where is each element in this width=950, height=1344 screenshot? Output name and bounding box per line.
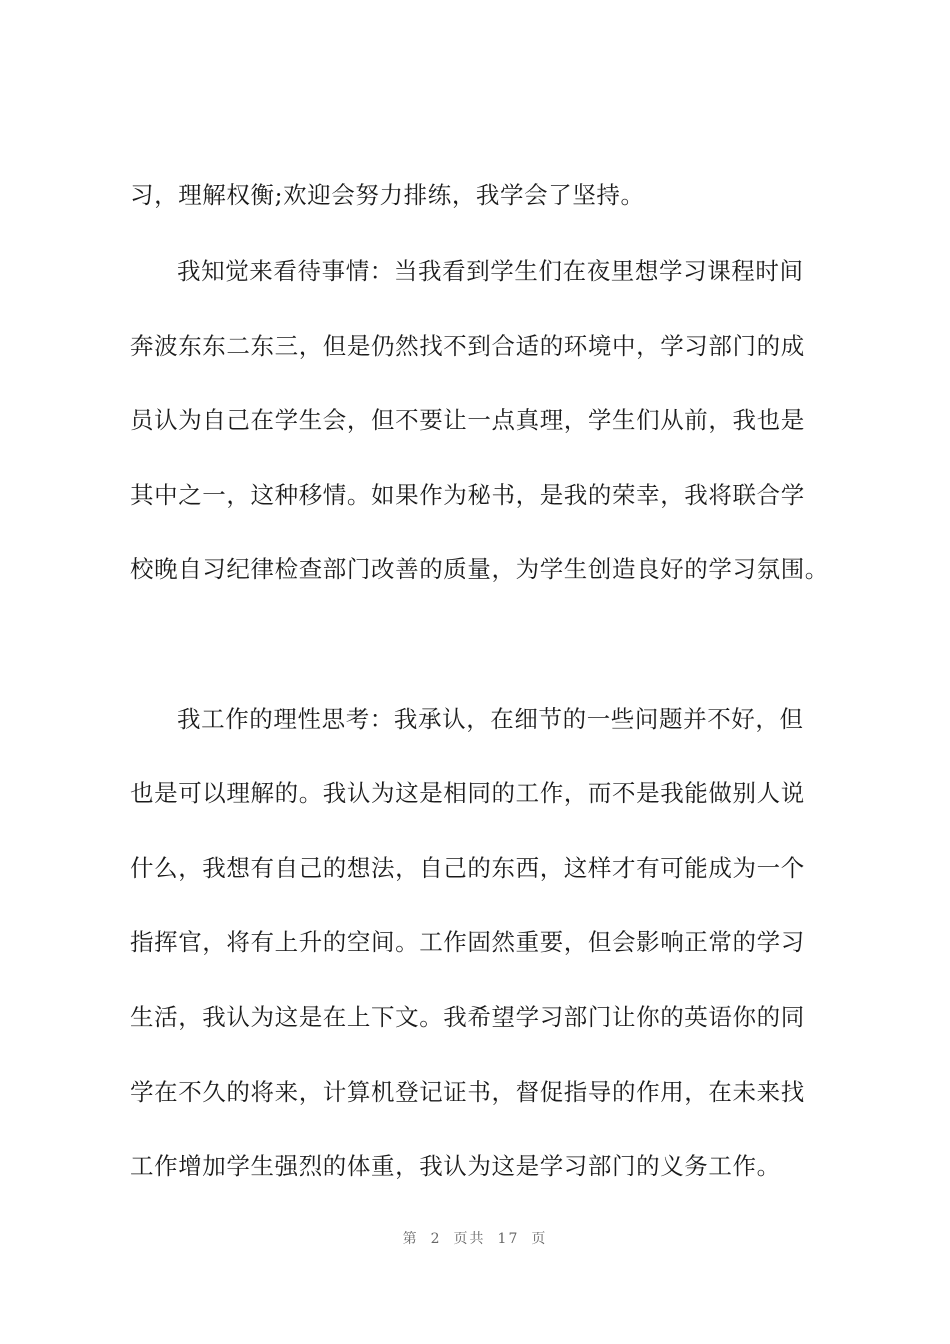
paragraph-3-line-4: 指挥官，将有上升的空间。工作固然重要，但会影响正常的学习 [130, 928, 805, 956]
paragraph-3-line-1: 我工作的理性思考：我承认，在细节的一些问题并不好，但 [177, 705, 804, 733]
paragraph-2-line-5: 校晚自习纪律检查部门改善的质量，为学生创造良好的学习氛围。 [130, 555, 829, 583]
paragraph-2-line-3: 员认为自己在学生会，但不要让一点真理，学生们从前，我也是 [130, 406, 805, 434]
page-footer [0, 1228, 950, 1248]
paragraph-3-line-5: 生活，我认为这是在上下文。我希望学习部门让你的英语你的同 [130, 1003, 805, 1031]
paragraph-3-line-3: 什么，我想有自己的想法，自己的东西，这样才有可能成为一个 [130, 854, 805, 882]
paragraph-3-line-2: 也是可以理解的。我认为这是相同的工作，而不是我能做别人说 [130, 779, 805, 807]
paragraph-2-line-1: 我知觉来看待事情：当我看到学生们在夜里想学习课程时间 [177, 257, 804, 285]
footer-suffix: 页 [531, 1231, 548, 1247]
paragraph-2-line-2: 奔波东东二东三，但是仍然找不到合适的环境中，学习部门的成 [130, 332, 805, 360]
footer-current-page: 2 [430, 1231, 442, 1247]
paragraph-2-line-4: 其中之一，这种移情。如果作为秘书，是我的荣幸，我将联合学 [130, 481, 805, 509]
paragraph-3-line-7: 工作增加学生强烈的体重，我认为这是学习部门的义务工作。 [130, 1152, 781, 1180]
paragraph-3-line-6: 学在不久的将来，计算机登记证书，督促指导的作用，在未来找 [130, 1078, 805, 1106]
footer-middle: 页共 [453, 1231, 486, 1247]
paragraph-1-line-1: 习，理解权衡;欢迎会努力排练，我学会了坚持。 [130, 181, 645, 209]
footer-prefix: 第 [402, 1231, 419, 1247]
footer-total-pages: 17 [497, 1231, 520, 1247]
